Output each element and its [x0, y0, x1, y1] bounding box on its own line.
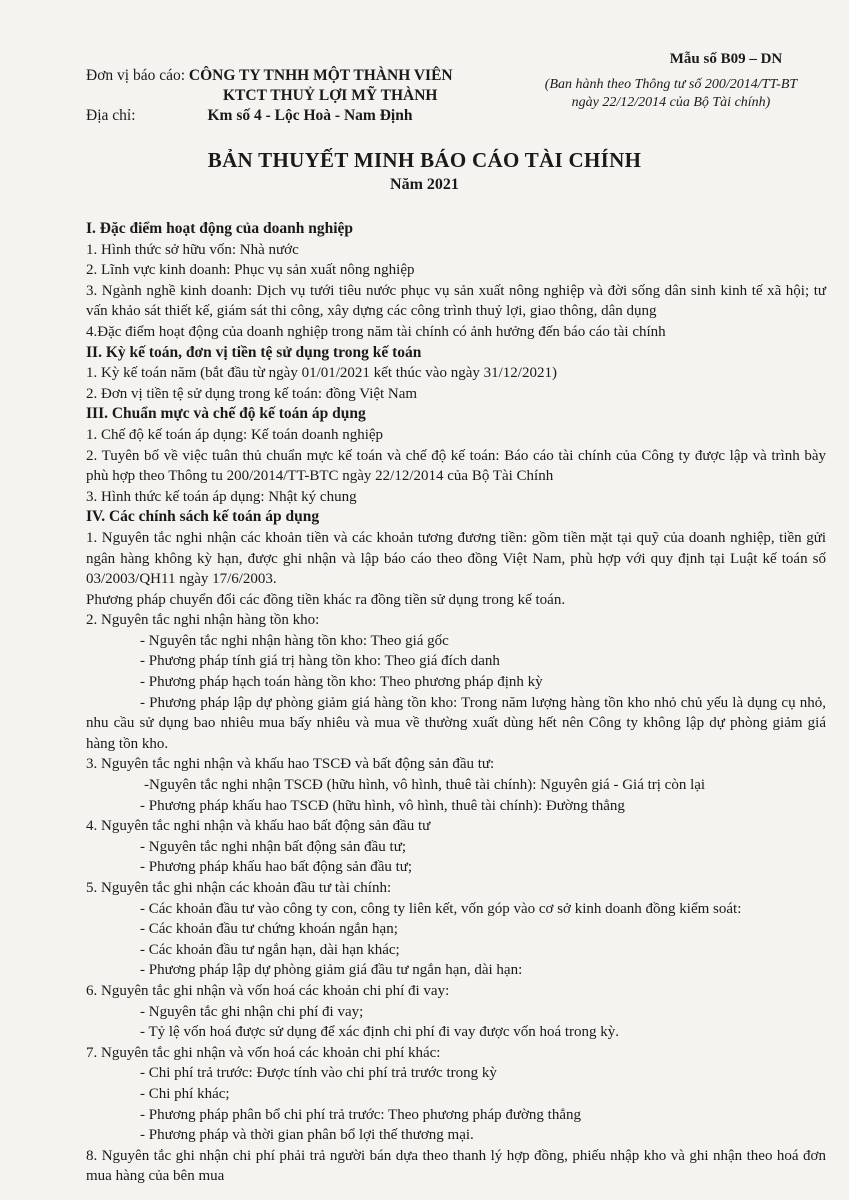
body-line: 4. Nguyên tắc nghi nhận và khấu hao bất động sản đầu tư	[86, 818, 431, 835]
body-line: 3. Hình thức kế toán áp dụng: Nhật ký chung	[86, 488, 357, 505]
body-line: -Nguyên tắc nghi nhận TSCĐ (hữu hình, vô hình, thuê tài chính): Nguyên giá - Giá trị còn lại	[144, 777, 706, 794]
section-heading: II. Kỳ kế toán, đơn vị tiền tệ sử dụng trong kế toán	[86, 343, 422, 361]
address-label: Địa chỉ:	[86, 107, 136, 124]
body-line: - Nguyên tắc ghi nhận chi phí đi vay;	[140, 1003, 364, 1020]
section-heading: IV. Các chính sách kế toán áp dụng	[86, 508, 320, 526]
body-line: 2. Nguyên tắc nghi nhận hàng tồn kho:	[86, 612, 320, 629]
body-line: 1. Hình thức sở hữu vốn: Nhà nước	[86, 241, 299, 258]
body-line: - Phương pháp phân bổ chi phí trả trước: Theo phương pháp đường thẳng	[140, 1106, 581, 1123]
section-heading: III. Chuẩn mực và chế độ kế toán áp dụng	[86, 405, 366, 423]
body-line: 2. Tuyên bố về việc tuân thủ chuẩn mực kế toán và chế độ kế toán: Báo cáo tài chính của Công ty được lập và trình bày phù hợp theo Thông tu 200/2014/TT-BTC ngày 22/12/2014 của Bộ Tài Chính	[86, 447, 826, 485]
form-info-block	[521, 50, 821, 112]
body-line: 1. Nguyên tắc nghi nhận các khoản tiền và các khoản tương đương tiền: gồm tiền mặt tại quỹ của doanh nghiệp, tiền gửi ngân hàng không kỳ hạn, được ghi nhận và lập báo cáo theo đồng Việt Nam, phù hợp với quy định tại Luật kế toán số 03/2003/QH11 ngày 17/6/2003.	[86, 529, 826, 588]
body-line: - Các khoản đầu tư ngắn hạn, dài hạn khác;	[140, 941, 400, 958]
body-line: 2. Đơn vị tiền tệ sử dụng trong kế toán: đồng Việt Nam	[86, 385, 418, 402]
body-line: 3. Nguyên tắc nghi nhận và khấu hao TSCĐ và bất động sản đầu tư:	[86, 756, 495, 773]
document-body	[86, 219, 826, 1187]
body-line: - Phương pháp lập dự phòng giảm giá hàng tồn kho: Trong năm lượng hàng tồn kho nhỏ chủ yếu là dụng cụ nhỏ, nhu cầu sử dụng bao nhiêu mua bấy nhiêu và mua về thường xuất dùng hết nên Công ty không lập dự phòng giảm giá hàng tồn kho.	[86, 694, 826, 752]
body-line: - Nguyên tắc nghi nhận hàng tồn kho: Theo giá gốc	[140, 632, 449, 649]
body-line: - Nguyên tắc nghi nhận bất động sản đầu tư;	[140, 838, 406, 855]
document-title: BẢN THUYẾT MINH BÁO CÁO TÀI CHÍNH	[207, 148, 642, 172]
body-line: 3. Ngành nghề kinh doanh: Dịch vụ tưới tiêu nước phục vụ sản xuất nông nghiệp và đời sống dân sinh kinh tế xã hội; tư vấn khảo sát thiết kế, giám sát thi công, xây dựng các công trình thuỷ lợi, giao thông, dân dụng	[86, 282, 826, 320]
section-heading: I. Đặc điểm hoạt động của doanh nghiệp	[86, 220, 354, 237]
body-line: 1. Kỳ kế toán năm (bắt đầu từ ngày 01/01/2021 kết thúc vào ngày 31/12/2021)	[86, 365, 557, 382]
company-name-line1: CÔNG TY TNHH MỘT THÀNH VIÊN	[188, 67, 453, 84]
body-line: - Tỷ lệ vốn hoá được sử dụng để xác định chi phí đi vay được vốn hoá trong kỳ.	[140, 1024, 620, 1041]
body-line: 6. Nguyên tắc ghi nhận và vốn hoá các khoản chi phí đi vay:	[86, 982, 450, 999]
body-line: - Phương pháp và thời gian phân bổ lợi thế thương mại.	[140, 1127, 474, 1144]
body-line: 8. Nguyên tắc ghi nhận chi phí phải trả người bán dựa theo thanh lý hợp đồng, phiếu nhập kho và ghi nhận theo hoá đơn mua hàng của bên mua	[86, 1147, 826, 1185]
unit-label: Đơn vị báo cáo:	[86, 67, 186, 84]
body-line: - Phương pháp hạch toán hàng tồn kho: Theo phương pháp định kỳ	[140, 674, 543, 691]
issued-line1: (Ban hành theo Thông tư số 200/2014/TT-BT	[544, 77, 798, 92]
report-unit-block	[86, 66, 453, 126]
address-value: Km số 4 - Lộc Hoà - Nam Định	[207, 107, 413, 124]
body-line: - Các khoản đầu tư chứng khoán ngắn hạn;	[140, 921, 398, 938]
body-line: - Phương pháp khấu hao TSCĐ (hữu hình, vô hình, thuê tài chính): Đường thẳng	[140, 797, 625, 814]
company-name-line2: KTCT THUỶ LỢI MỸ THÀNH	[223, 87, 438, 104]
body-line: - Phương pháp khấu hao bất động sản đầu tư;	[140, 859, 413, 876]
body-line: 5. Nguyên tắc ghi nhận các khoản đầu tư tài chính:	[86, 880, 392, 896]
body-line: 7. Nguyên tắc ghi nhận và vốn hoá các khoản chi phí khác:	[86, 1044, 441, 1061]
body-line: 4.Đặc điểm hoạt động của doanh nghiệp trong năm tài chính có ảnh hưởng đến báo cáo tài chính	[86, 323, 666, 340]
form-number: Mẫu số B09 – DN	[669, 51, 783, 67]
body-line: 2. Lĩnh vực kinh doanh: Phục vụ sản xuất nông nghiệp	[86, 262, 415, 279]
body-line: - Chi phí khác;	[140, 1085, 230, 1102]
document-year: Năm 2021	[390, 176, 459, 193]
body-line: 1. Chế độ kế toán áp dụng: Kế toán doanh nghiệp	[86, 426, 384, 443]
body-line: - Phương pháp tính giá trị hàng tồn kho: Theo giá đích danh	[140, 653, 500, 670]
issued-line2: ngày 22/12/2014 của Bộ Tài chính)	[571, 95, 771, 110]
body-line: - Chi phí trả trước: Được tính vào chi phí trả trước trong kỳ	[140, 1065, 497, 1082]
body-line: Phương pháp chuyển đổi các đồng tiền khác ra đồng tiền sử dụng trong kế toán.	[86, 591, 566, 608]
body-line: - Phương pháp lập dự phòng giảm giá đầu tư ngắn hạn, dài hạn:	[140, 962, 523, 979]
body-line: - Các khoản đầu tư vào công ty con, công ty liên kết, vốn góp vào cơ sở kinh doanh đồng kiểm soát:	[140, 900, 742, 917]
